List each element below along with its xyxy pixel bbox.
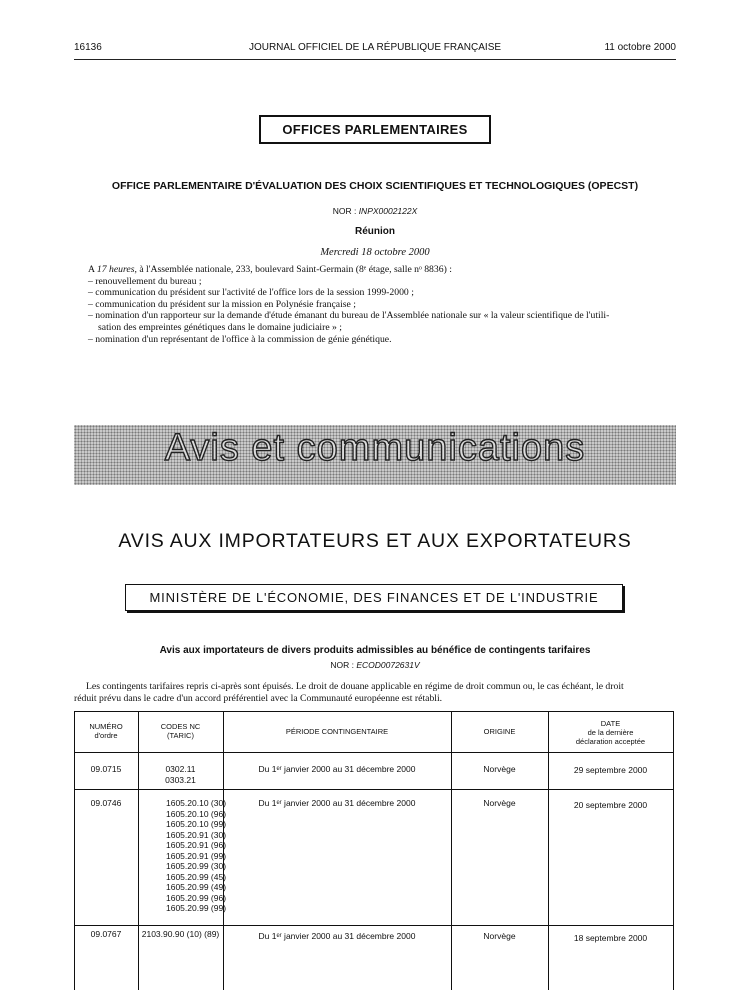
- nc-code: 1605.20.91 (96): [166, 840, 227, 850]
- nc-code: 1605.20.10 (99): [166, 819, 227, 829]
- agenda-item: – renouvellement du bureau ;: [88, 275, 202, 287]
- table-cell-codes: [138, 764, 223, 785]
- table-cell-periode: Du 1ᵉʳ janvier 2000 au 31 décembre 2000: [258, 764, 416, 774]
- nor-reference: [74, 206, 676, 216]
- nc-code: 2103.90.90 (10) (89): [141, 929, 220, 939]
- header-line: déclaration acceptée: [575, 737, 646, 746]
- nc-code: 1605.20.99 (96): [166, 892, 227, 903]
- header-line: (TARIC): [167, 731, 194, 740]
- agenda-intro-rest: à l'Assemblée nationale, 233, boulevard Saint-Germain (8ᵉ étage, salle nᵒ 8836) :: [139, 264, 452, 275]
- header-line: de la dernière: [587, 728, 634, 737]
- ministry-box: [125, 584, 623, 611]
- office-title: OFFICE PARLEMENTAIRE D'ÉVALUATION DES CHOIX SCIENTIFIQUES ET TECHNOLOGIQUES (OPECST): [111, 180, 639, 192]
- nc-code: 0303.21: [165, 774, 196, 785]
- offices-title: OFFICES PARLEMENTAIRES: [282, 122, 468, 137]
- table-cell-date: 20 septembre 2000: [573, 800, 648, 810]
- agenda: [88, 264, 680, 345]
- journal-title: JOURNAL OFFICIEL DE LA RÉPUBLIQUE FRANÇAISE: [248, 42, 502, 53]
- page-number: 16136: [74, 42, 102, 53]
- agenda-intro-time: 17 heures,: [96, 264, 137, 275]
- avis-section-title: AVIS AUX IMPORTATEURS ET AUX EXPORTATEURS: [118, 530, 632, 552]
- table-cell-periode: Du 1ᵉʳ janvier 2000 au 31 décembre 2000: [258, 931, 416, 941]
- nc-code: 1605.20.91 (30): [166, 829, 227, 840]
- agenda-intro: [88, 264, 680, 276]
- table-row-divider: [74, 925, 674, 926]
- agenda-item-continuation: sation des empreintes génétiques dans le domaine judiciaire » ;: [98, 321, 342, 333]
- agenda-item: – communication du président sur la mission en Polynésie française ;: [88, 298, 356, 310]
- agenda-intro-prefix: A: [88, 264, 95, 275]
- table-cell-date: 18 septembre 2000: [573, 933, 648, 943]
- ministry-title: MINISTÈRE DE L'ÉCONOMIE, DES FINANCES ET DE L'INDUSTRIE: [149, 590, 599, 605]
- header-line: d'ordre: [94, 731, 118, 740]
- nor-label: NOR :: [332, 206, 357, 216]
- header-line: DATE: [600, 719, 621, 728]
- table-cell-codes: [138, 929, 223, 940]
- agenda-item: – nomination d'un représentant de l'office à la commission de génie génétique.: [88, 333, 392, 345]
- intro-line: Les contingents tarifaires repris ci-après sont épuisés. Le droit de douane applicable en régime de droit commun ou, le cas échéant, le droit: [86, 681, 624, 692]
- nor-reference: [74, 660, 676, 670]
- issue-date: 11 octobre 2000: [604, 42, 676, 53]
- offices-title-box: [259, 115, 491, 144]
- quota-table: [74, 711, 674, 991]
- nor-label: NOR :: [330, 660, 354, 670]
- agenda-item: – communication du président sur l'activité de l'office lors de la session 1999-2000 ;: [88, 287, 414, 299]
- nc-code: 1605.20.99 (45): [166, 871, 227, 882]
- table-cell-date: 29 septembre 2000: [573, 765, 648, 775]
- table-row-divider: [74, 752, 674, 753]
- nc-code: 1605.20.99 (99): [166, 903, 227, 913]
- meeting-date: Mercredi 18 octobre 2000: [320, 247, 430, 258]
- table-cell-origine: Norvège: [483, 764, 516, 774]
- table-cell-numero: 09.0767: [90, 929, 122, 939]
- column-header-date: [548, 719, 673, 746]
- table-cell-periode: Du 1ᵉʳ janvier 2000 au 31 décembre 2000: [258, 798, 416, 808]
- nc-code: 1605.20.99 (49): [166, 882, 227, 892]
- nc-code: 1605.20.10 (30): [166, 798, 227, 808]
- meeting-title: Réunion: [355, 226, 395, 237]
- column-header-codes: [138, 722, 223, 740]
- column-header-periode: PÉRIODE CONTINGENTAIRE: [285, 727, 389, 736]
- avis-intro: [74, 681, 678, 704]
- nor-value: INPX0002122X: [358, 206, 418, 216]
- table-cell-origine: Norvège: [483, 931, 516, 941]
- column-header-numero: [74, 722, 138, 740]
- header-rule: [74, 59, 676, 60]
- header-line: CODES NC: [160, 722, 201, 731]
- agenda-item: – nomination d'un rapporteur sur la demande d'étude émanant du bureau de l'Assemblée nationale sur « la valeur scientifique de l'utili-: [88, 310, 610, 322]
- avis-subtitle: Avis aux importateurs de divers produits admissibles au bénéfice de contingents tarifaires: [159, 645, 591, 656]
- table-row-divider: [74, 789, 674, 790]
- nc-code: 0302.11: [165, 764, 196, 774]
- nc-code: 1605.20.91 (99): [166, 850, 227, 861]
- table-cell-codes: [166, 798, 226, 914]
- nor-value: ECOD0072631V: [356, 660, 420, 670]
- nc-code: 1605.20.10 (96): [166, 808, 227, 819]
- table-cell-numero: 09.0746: [90, 798, 122, 808]
- section-banner-title: Avis et communications: [164, 427, 586, 469]
- nc-code: 1605.20.99 (30): [166, 861, 227, 871]
- header-line: NUMÉRO: [89, 722, 123, 731]
- intro-line: réduit prévu dans le cadre d'un accord préférentiel avec la Communauté européenne est rétabli.: [74, 692, 443, 704]
- table-cell-origine: Norvège: [483, 798, 516, 808]
- column-header-origine: ORIGINE: [483, 727, 516, 736]
- table-cell-numero: 09.0715: [90, 764, 122, 774]
